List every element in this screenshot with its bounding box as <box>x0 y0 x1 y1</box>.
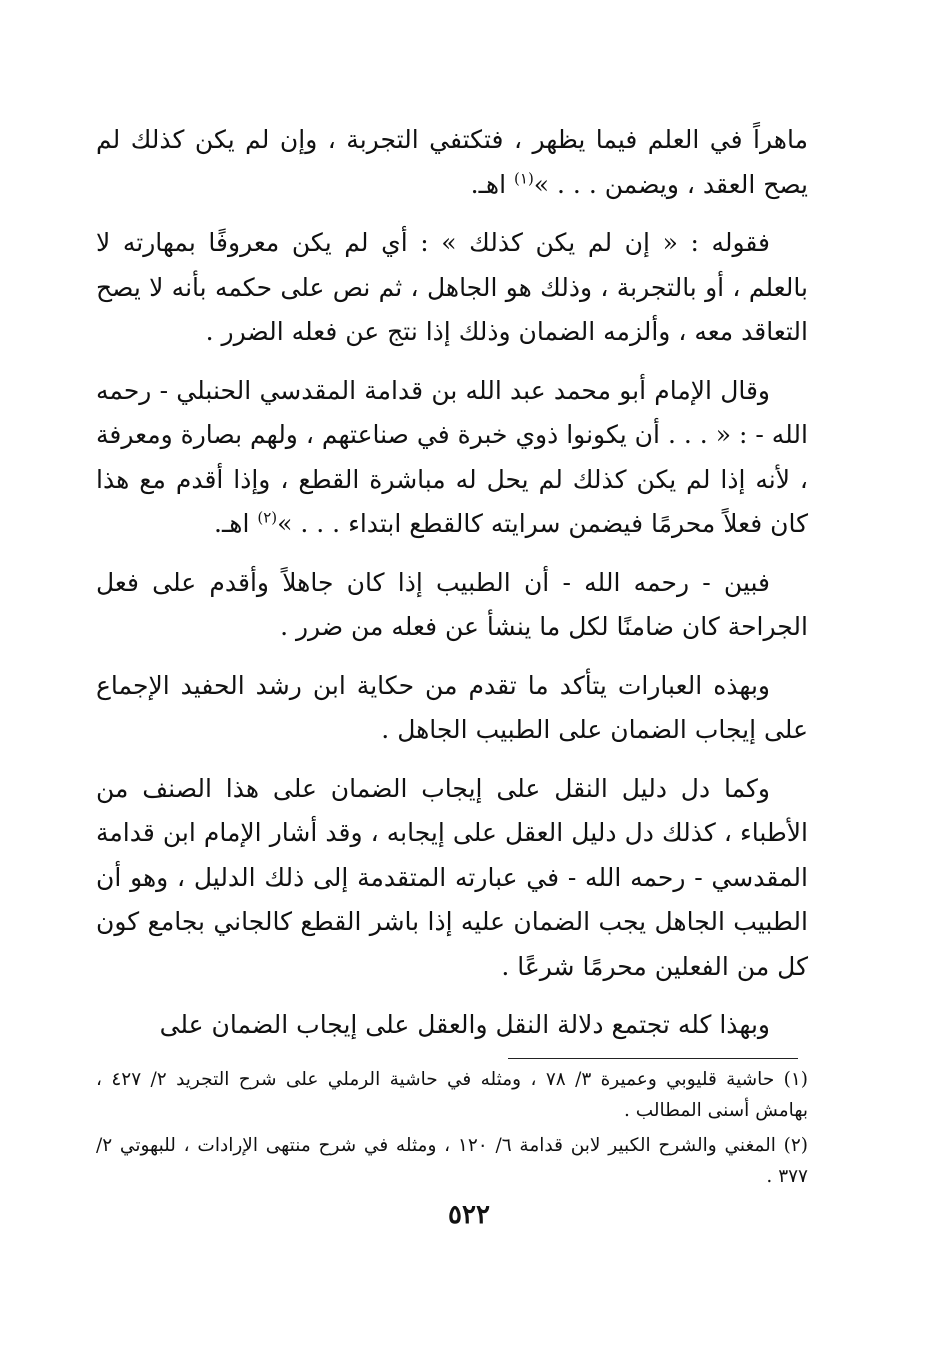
paragraph-1-text: ماهراً في العلم فيما يظهر ، فتكتفي التجربة ، وإن لم يكن كذلك لم يصح العقد ، ويضمن . . . » <box>96 125 808 199</box>
footnote-ref-2: (٢) <box>257 508 278 527</box>
paragraph-3-text: وقال الإمام أبو محمد عبد الله بن قدامة المقدسي الحنبلي - رحمه الله - : « . . . أن يكونوا ذوي خبرة في صناعتهم ، ولهم بصارة ومعرفة ، لأنه إذا لم يكن كذلك لم يحل له مباشرة القطع ، وإذا أقدم مع هذا كان فعلاً محرمًا فيضمن سرايته كالقطع ابتداء . . . » <box>96 375 808 538</box>
paragraph-1 <box>96 118 808 207</box>
paragraph-7-text: وبهذا كله تجتمع دلالة النقل والعقل على إيجاب الضمان على <box>159 1010 770 1039</box>
paragraph-5-text: وبهذه العبارات يتأكد ما تقدم من حكاية ابن رشد الحفيد الإجماع على إيجاب الضمان على الطبيب الجاهل . <box>96 670 808 744</box>
footnote-1: (١) حاشية قليوبي وعميرة ٣/ ٧٨ ، ومثله في حاشية الرملي على شرح التجريد ٢/ ٤٢٧ ، بهامش أسنى المطالب . <box>96 1069 808 1121</box>
paragraph-7 <box>96 1003 808 1048</box>
paragraph-3 <box>96 369 808 547</box>
page-number: ٥٢٢ <box>448 1200 490 1230</box>
footnotes <box>96 1064 808 1196</box>
footnote-2: (٢) المغني والشرح الكبير لابن قدامة ٦/ ١٢٠ ، ومثله في شرح منتهى الإرادات ، للبهوتي ٢/ ٣٧٧ . <box>96 1135 809 1187</box>
paragraph-6 <box>96 767 808 990</box>
paragraph-2-text: فقوله : « إن لم يكن كذلك » : أي لم يكن معروفًا بمهارته لا بالعلم ، أو بالتجربة ، وذلك هو الجاهل ، ثم نص على حكمه بأنه لا يصح التعاقد معه ، وألزمه الضمان وذلك إذا نتج عن فعله الضرر . <box>96 228 808 346</box>
paragraph-3-tail: اهـ. <box>214 509 258 538</box>
paragraph-6-text: وكما دل دليل النقل على إيجاب الضمان على هذا الصنف من الأطباء ، كذلك دل دليل العقل على إيجابه ، وقد أشار الإمام ابن قدامة المقدسي - رحمه الله - في عبارته المتقدمة إلى ذلك الدليل ، وهو أن الطبيب الجاهل يجب الضمان عليه إذا باشر القطع كالجاني بجامع كون كل من الفعلين محرمًا شرعًا . <box>96 773 808 981</box>
paragraph-2 <box>96 221 808 355</box>
paragraph-5 <box>96 664 808 753</box>
paragraph-1-tail: اهـ. <box>470 169 515 199</box>
body-text <box>96 118 808 1062</box>
paragraph-4-text: فبين - رحمه الله - أن الطبيب إذا كان جاهلاً وأقدم على فعل الجراحة كان ضامنًا لكل ما ينشأ عن فعله من ضرر . <box>96 567 808 641</box>
footnote-ref-1: (١) <box>514 169 534 188</box>
footnote-divider <box>508 1058 798 1059</box>
paragraph-4 <box>96 561 808 650</box>
